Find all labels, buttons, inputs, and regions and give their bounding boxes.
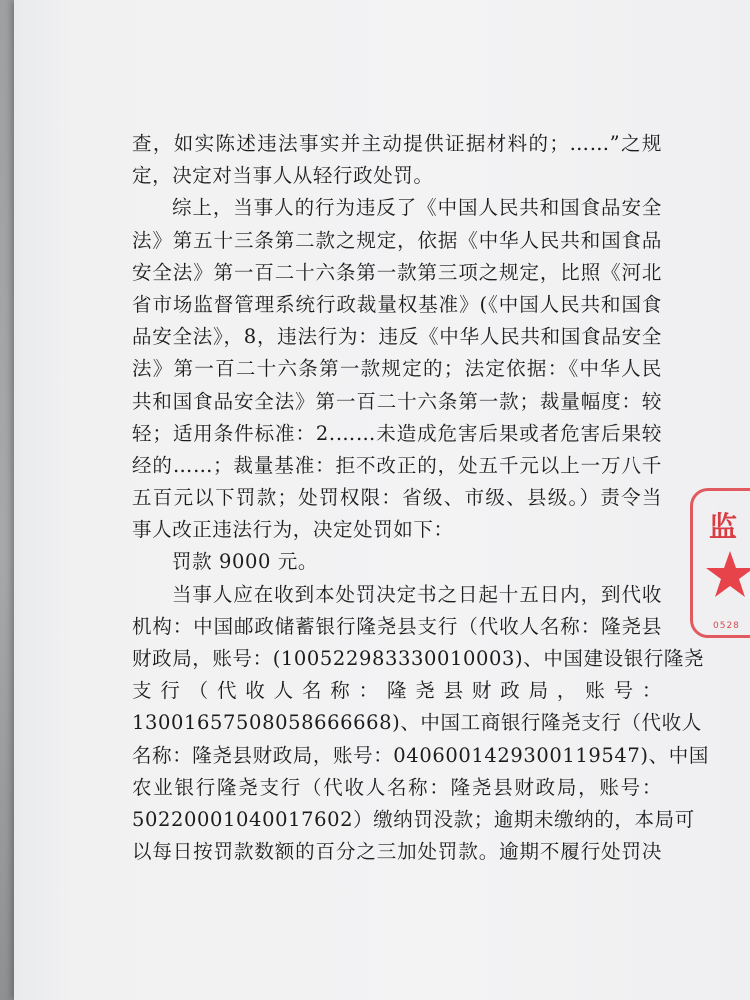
text-line: 名称：隆尧县财政局，账号：0406001429300119547)、中国 <box>132 743 709 767</box>
text-line: 轻；适用条件标准：2.……未造成危害后果或者危害后果较 <box>132 421 662 445</box>
text-line: 法》第一百二十六条第一款规定的；法定依据：《中华人民 <box>132 357 662 381</box>
text-line: 定，决定对当事人从轻行政处罚。 <box>132 164 434 188</box>
text-line: 综上，当事人的行为违反了《中国人民共和国食品安全 <box>172 196 662 220</box>
text-line: 支行（代收人名称：隆尧县财政局，账号： <box>132 679 662 703</box>
text-line: 机构：中国邮政储蓄银行隆尧县支行（代收人名称：隆尧县 <box>132 614 662 638</box>
text-line: 品安全法》，8，违法行为：违反《中华人民共和国食品安全 <box>132 325 662 349</box>
text-line: 法》第五十三条第二款之规定，依据《中华人民共和国食品 <box>132 228 662 252</box>
text-line: 安全法》第一百二十六条第一款第三项之规定，比照《河北 <box>132 260 662 284</box>
text-line: 以每日按罚款数额的百分之三加处罚款。逾期不履行处罚决 <box>132 840 662 864</box>
document-body <box>132 128 709 868</box>
text-line: 查，如实陈述违法事实并主动提供证据材料的；……”之规 <box>132 132 662 155</box>
text-line: 当事人应在收到本处罚决定书之日起十五日内，到代收 <box>172 582 662 606</box>
text-line: 财政局，账号：(100522983330010003)、中国建设银行隆尧 <box>132 647 705 670</box>
text-line: 五百元以下罚款；处罚权限：省级、市级、县级。）责令当 <box>132 486 662 510</box>
text-line: 事人改正违法行为，决定处罚如下： <box>132 518 454 542</box>
text-line: 50220001040017602）缴纳罚没款；逾期未缴纳的，本局可 <box>132 807 695 831</box>
text-line: 13001657508058666668)、中国工商银行隆尧支行（代收人 <box>132 711 702 735</box>
document-page <box>14 0 750 1000</box>
text-line: 农业银行隆尧支行（代收人名称：隆尧县财政局，账号： <box>132 775 662 799</box>
star-icon <box>705 549 750 599</box>
text-line: 经的……；裁量基准：拒不改正的，处五千元以上一万八千 <box>132 453 662 477</box>
seal-text: 监 <box>709 510 738 543</box>
text-line: 共和国食品安全法》第一百二十六条第一款；裁量幅度：较 <box>132 389 662 413</box>
seal-code: 0528 <box>713 621 740 631</box>
official-seal <box>690 488 750 638</box>
text-line: 省市场监督管理系统行政裁量权基准》(《中国人民共和国食 <box>132 292 662 316</box>
fine-amount-line: 罚款 9000 元。 <box>172 550 319 574</box>
